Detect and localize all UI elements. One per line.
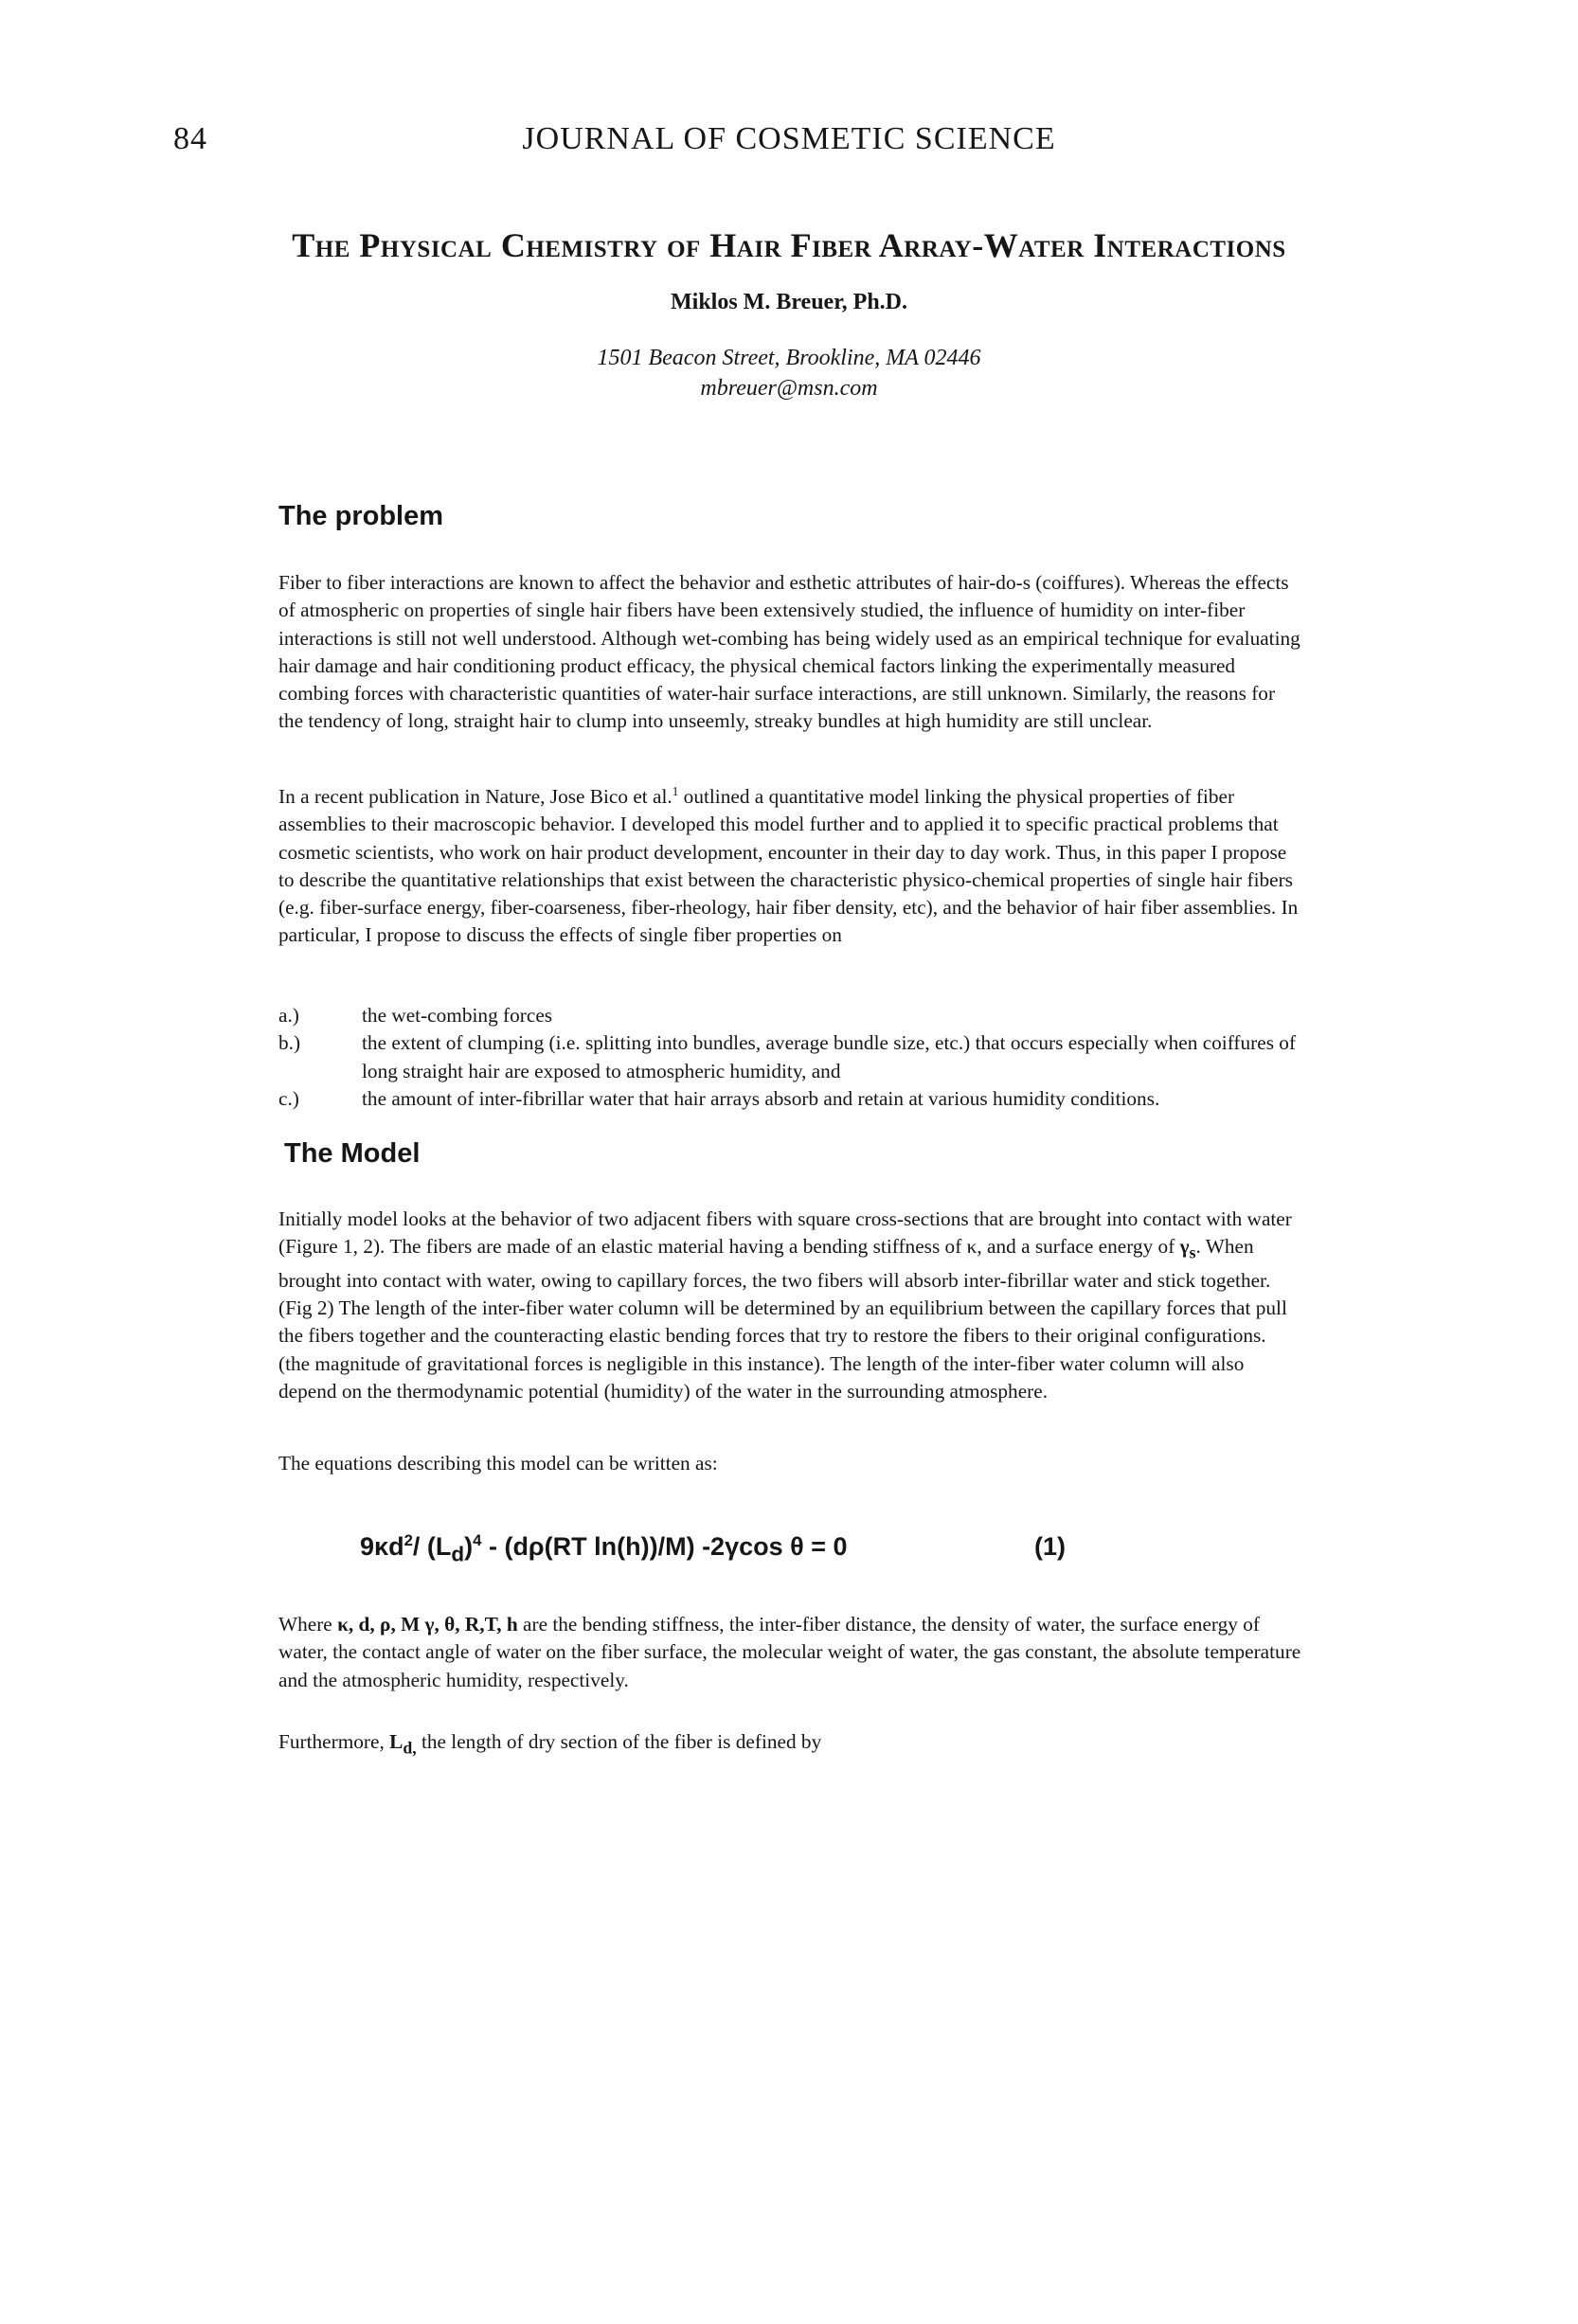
p7-text-a: Furthermore, xyxy=(278,1730,390,1753)
p2-text-a: In a recent publication in Nature, Jose Bico et al. xyxy=(278,785,672,808)
list-item xyxy=(278,1085,1301,1113)
list-item xyxy=(278,1029,1301,1085)
list-item xyxy=(278,1002,1301,1029)
list-marker: b.) xyxy=(278,1031,301,1055)
list-text: the extent of clumping (i.e. splitting into bundles, average bundle size, etc.) that occurs especially when coiffures of long straight hair are exposed to atmospheric humidity, and xyxy=(362,1031,1297,1082)
ld-subscript: d, xyxy=(403,1738,417,1758)
eq-part-4: - (dρ(RT ln(h))/M) -2γcos θ = 0 xyxy=(481,1532,848,1561)
gamma-symbol: γ xyxy=(1179,1235,1190,1259)
list-marker: a.) xyxy=(278,1004,299,1027)
p7-text-b: the length of dry section of the fiber is defined by xyxy=(416,1730,822,1753)
p3-text-c: . When brought into contact with water, owing to capillary forces, the two fibers will absorb inter-fibrillar water and stick together. (Fig 2) The length of the inter-fiber water column will be determined by an equilibrium between the capillary forces that pull the fibers together and the counteracting elastic bending forces that try to restore the fibers to their original configurations. (the magnitude of gravitational forces is negligible in this instance). The length of the inter-fiber water column will also depend on the thermodynamic potential (humidity) of the water in the surrounding atmosphere. xyxy=(278,1235,1287,1403)
page-number: 84 xyxy=(173,121,207,156)
p2-text-b: outlined a quantitative model linking the physical properties of fiber assemblies to their macroscopic behavior. I developed this model further and to applied it to specific practical problems that cosmetic scientists, who work on hair product development, encounter in their day to day work. Thus, in this paper I propose to describe the quantitative relationships that exist between the characteristic physico-chemical properties of single hair fibers (e.g. fiber-surface energy, fiber-coarseness, fiber-rheology, hair fiber density, etc), and the behavior of hair fiber assemblies. In particular, I propose to discuss the effects of single fiber properties on xyxy=(278,785,1299,947)
heading-problem: The problem xyxy=(278,501,444,531)
p3-text-a: Initially model looks at the behavior of two adjacent fibers with square cross-sections that are brought into contact with water (Figure 1, 2). The fibers are made of an elastic material having a bending stiffness of xyxy=(278,1207,1292,1259)
p6-text-b: are the bending stiffness, the inter-fiber distance, the density of water, the surface energy of water, the contact angle of water on the fiber surface, the molecular weight of water, the gas constant, the absolute temperature and the atmospheric humidity, respectively. xyxy=(278,1613,1301,1691)
author-address xyxy=(0,343,1578,403)
list-text: the wet-combing forces xyxy=(362,1004,553,1027)
running-head xyxy=(0,121,1578,169)
kappa-symbol: κ xyxy=(966,1235,977,1259)
eq-sub-1: d xyxy=(451,1542,465,1566)
ld-symbol: L xyxy=(389,1730,403,1753)
list-text: the amount of inter-fibrillar water that hair arrays absorb and retain at various humidity conditions. xyxy=(362,1086,1160,1110)
p3-text-b: , and a surface energy of xyxy=(977,1235,1180,1259)
list-marker: c.) xyxy=(278,1086,299,1110)
problem-paragraph-1: Fiber to fiber interactions are known to affect the behavior and esthetic attributes of hair-do-s (coiffures). Whereas the effects of atmospheric on properties of single hair fibers have been extensively studied, the influence of humidity on inter-fiber interactions is still not well understood. Although wet-combing has being widely used as an empirical technique for evaluating hair damage and hair conditioning product efficacy, the physical chemical factors linking the experimentally measured combing forces with characteristic quantities of water-hair surface interactions, are still unknown. Similarly, the reasons for the tendency of long, straight hair to clump into unseemly, streaky bundles at high humidity are still unclear. xyxy=(278,571,1300,733)
eq-part-1: 9κd xyxy=(360,1532,404,1561)
symbol-list: κ, d, ρ, M γ, θ, R,T, h xyxy=(337,1613,518,1636)
email-address: mbreuer@msn.com xyxy=(700,376,878,401)
equation-number: (1) xyxy=(1034,1532,1066,1561)
heading-model: The Model xyxy=(284,1138,421,1169)
eq-sup-2: 4 xyxy=(473,1531,482,1549)
author-name: Miklos M. Breuer, Ph.D. xyxy=(671,290,907,314)
effects-list xyxy=(278,1002,1301,1113)
paper-title: The Physical Chemistry of Hair Fiber Array-Water Interactions xyxy=(292,226,1286,264)
model-paragraph-2: The equations describing this model can be written as: xyxy=(278,1452,718,1475)
journal-name: JOURNAL OF COSMETIC SCIENCE xyxy=(522,121,1056,156)
model-paragraph-1 xyxy=(278,1206,1301,1405)
equation-1 xyxy=(360,1532,848,1566)
reference-1: 1 xyxy=(672,783,679,798)
problem-paragraph-2 xyxy=(278,783,1301,950)
eq-part-3: ) xyxy=(464,1532,474,1561)
p6-text-a: Where xyxy=(278,1613,338,1636)
eq-sup-1: 2 xyxy=(403,1531,413,1549)
model-paragraph-4 xyxy=(278,1728,1301,1762)
eq-part-2: / (L xyxy=(412,1532,452,1561)
address-line: 1501 Beacon Street, Brookline, MA 02446 xyxy=(597,346,981,370)
gamma-subscript: s xyxy=(1189,1242,1196,1262)
model-paragraph-3 xyxy=(278,1611,1301,1694)
